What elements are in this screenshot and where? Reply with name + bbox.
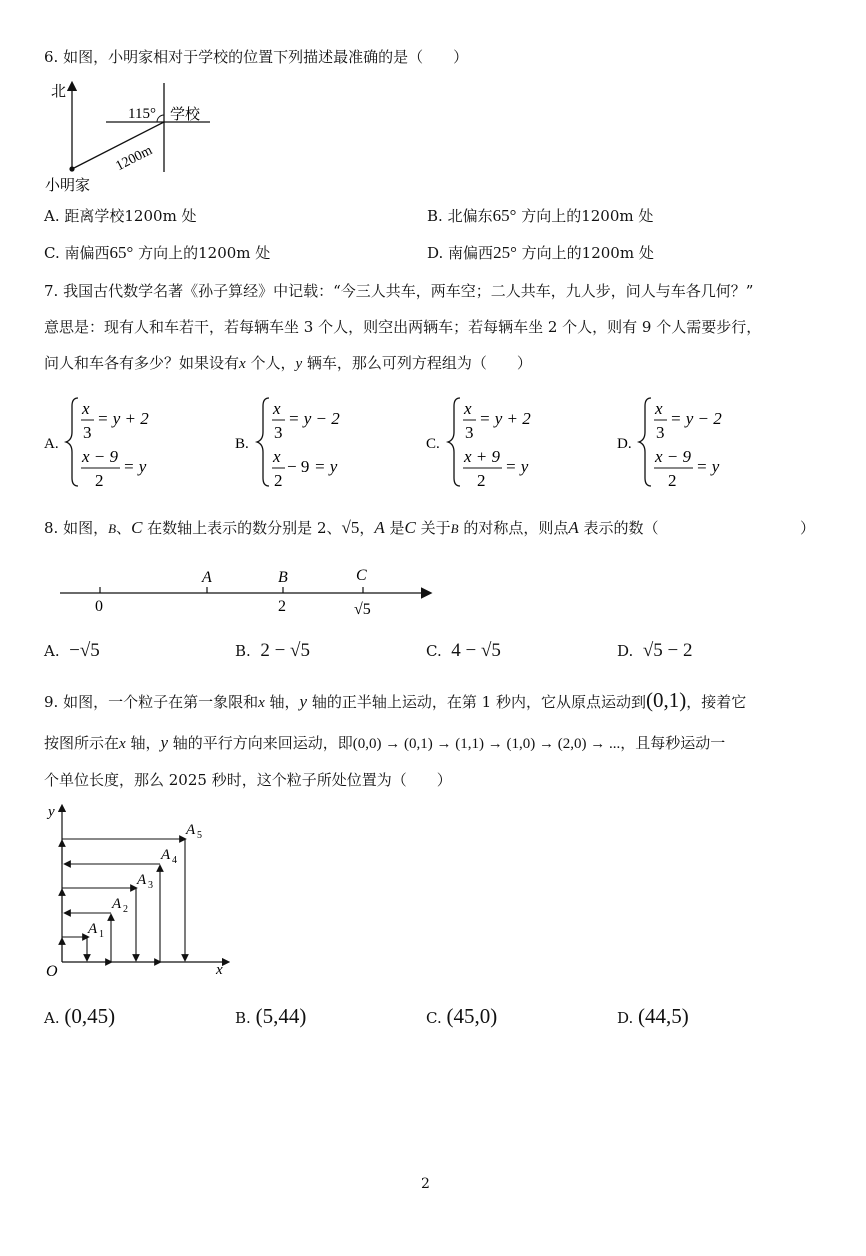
svg-text:= y: = y	[123, 457, 147, 476]
svg-text:D.: D.	[617, 436, 632, 452]
q9-line2: 按图所示在x 轴，y 轴的平行方向来回运动，即(0,0) → (0,1) → (1,1) → (1,0) → (2,0) → ...，且每秒运动一	[44, 733, 726, 752]
q9-line3: 个单位长度，那么 2025 秒时，这个粒子所处位置为（ ）	[44, 771, 452, 789]
q7-option-b[interactable]	[235, 392, 415, 494]
svg-text:x − 9: x − 9	[655, 447, 692, 466]
fig-a3-sub: 3	[148, 880, 153, 891]
q7-line1: 7. 我国古代数学名著《孙子算经》中记载：“今三人共车，两车空；二人共车，九人步，问人与车各几何？”	[44, 282, 754, 300]
fig-a5: A	[186, 822, 196, 838]
axis-a: A	[202, 569, 212, 586]
svg-text:C.: C.	[426, 436, 440, 452]
svg-text:= y − 2: = y − 2	[288, 409, 340, 428]
q6-option-d[interactable]: D. 南偏西25° 方向上的1200m 处	[427, 243, 654, 262]
fig-y: y	[48, 804, 55, 820]
svg-text:2: 2	[95, 471, 104, 490]
svg-text:3: 3	[274, 423, 283, 442]
svg-text:= y + 2: = y + 2	[479, 409, 531, 428]
svg-text:x: x	[273, 447, 281, 466]
fig-a3: A	[137, 872, 147, 888]
q7-option-c[interactable]	[426, 392, 606, 494]
fig-a2: A	[112, 896, 122, 912]
school-label: 学校	[170, 107, 201, 123]
q7-line2: 意思是：现有人和车若干，若每辆车坐 3 个人，则空出两辆车；若每辆车坐 2 个人，则有 9 个人需要步行，	[44, 318, 762, 336]
svg-text:x: x	[273, 399, 281, 418]
north-label: 北	[51, 84, 67, 100]
svg-text:x + 9: x + 9	[464, 447, 501, 466]
fig-origin: O	[46, 963, 58, 980]
q6-option-c[interactable]: C. 南偏西65° 方向上的1200m 处	[44, 243, 271, 262]
q8-option-b[interactable]: B. 2 − √5	[235, 640, 310, 661]
q9-figure	[40, 800, 240, 980]
fig-a4: A	[161, 847, 171, 863]
q6-figure	[40, 78, 220, 198]
fig-a1-sub: 1	[99, 929, 104, 940]
q6-stem: 6. 如图，小明家相对于学校的位置下列描述最准确的是（ ）	[44, 48, 469, 66]
svg-text:2: 2	[274, 471, 283, 490]
axis-zero: 0	[95, 598, 103, 615]
q9-option-b[interactable]: B. (5,44)	[235, 1004, 307, 1028]
svg-text:B.: B.	[235, 436, 249, 452]
home-label: 小明家	[45, 178, 91, 194]
svg-text:x: x	[464, 399, 472, 418]
axis-b: B	[278, 569, 288, 586]
q7-option-a[interactable]	[44, 392, 224, 494]
fig-x: x	[216, 962, 223, 978]
q8-option-a[interactable]: A. −√5	[44, 640, 100, 661]
fig-a1: A	[88, 921, 98, 937]
axis-c: C	[356, 567, 367, 584]
q7-line3: 问人和车各有多少？如果设有x 个人，y 辆车，那么可列方程组为（ ）	[44, 354, 532, 372]
svg-text:= y: = y	[696, 457, 720, 476]
q8-stem: 8. 如图，B、C 在数轴上表示的数分别是 2、√5，A 是C 关于B 的对称点，则点A 表示的数（	[44, 518, 659, 537]
q9-line1: 9. 如图，一个粒子在第一象限和x 轴，y 轴的正半轴上运动，在第 1 秒内，它从原点运动到(0,1)，接着它	[44, 688, 747, 712]
q9-option-a[interactable]: A. (0,45)	[44, 1004, 116, 1028]
svg-text:x − 9: x − 9	[82, 447, 119, 466]
q8-option-d[interactable]: D. √5 − 2	[617, 640, 693, 661]
svg-text:2: 2	[477, 471, 486, 490]
svg-text:= y − 2: = y − 2	[670, 409, 722, 428]
q8-option-c[interactable]: C. 4 − √5	[426, 640, 501, 661]
axis-two: 2	[278, 598, 286, 615]
axis-sqrt5: √5	[354, 601, 371, 618]
svg-text:3: 3	[465, 423, 474, 442]
q9-option-d[interactable]: D. (44,5)	[617, 1004, 689, 1028]
q9-option-c[interactable]: C. (45,0)	[426, 1004, 498, 1028]
distance-label: 1200m	[113, 143, 155, 175]
fig-a2-sub: 2	[123, 904, 128, 915]
svg-text:3: 3	[83, 423, 92, 442]
page-number: 2	[421, 1176, 430, 1192]
angle-label: 115°	[128, 106, 156, 122]
svg-text:A.: A.	[44, 436, 59, 452]
q6-option-b[interactable]: B. 北偏东65° 方向上的1200m 处	[427, 206, 654, 225]
q6-option-a[interactable]: A. 距离学校1200m 处	[44, 207, 197, 225]
svg-text:2: 2	[668, 471, 677, 490]
svg-text:x: x	[655, 399, 663, 418]
fig-a5-sub: 5	[197, 830, 202, 841]
q7-option-d[interactable]	[617, 392, 797, 494]
svg-text:x: x	[82, 399, 90, 418]
fig-a4-sub: 4	[172, 855, 177, 866]
svg-text:= y: = y	[314, 457, 338, 476]
q8-number-line	[56, 560, 436, 620]
svg-text:= y + 2: = y + 2	[97, 409, 149, 428]
svg-text:3: 3	[656, 423, 665, 442]
q8-stem-close: ）	[800, 519, 816, 537]
svg-text:− 9: − 9	[287, 457, 310, 476]
svg-text:= y: = y	[505, 457, 529, 476]
